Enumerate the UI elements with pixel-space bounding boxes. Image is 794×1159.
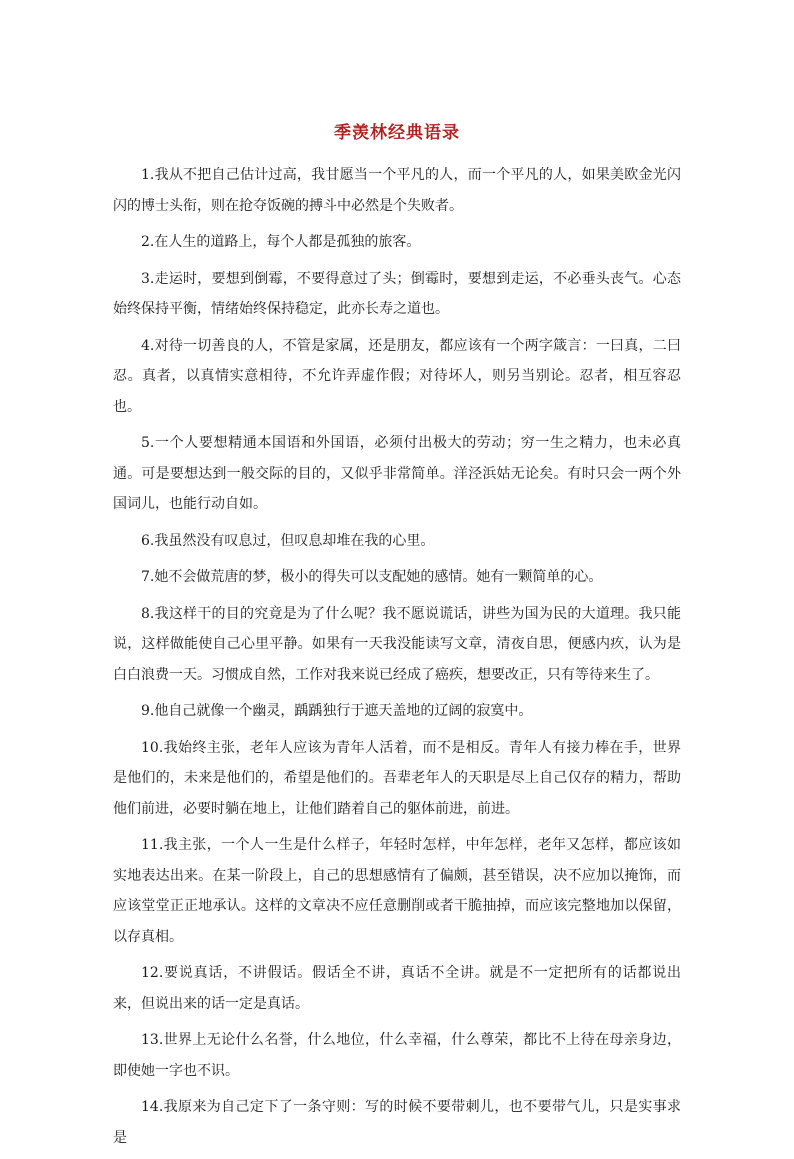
- quote-paragraph: 8.我这样干的目的究竟是为了什么呢？我不愿说谎话，讲些为国为民的大道理。我只能说，这样做能使自己心里平静。如果有一天我没能读写文章，清夜自思，便感内疚，认为是白白浪费一天。习惯成自然，工作对我来说已经成了癌疾，想要改正，只有等待来生了。: [113, 605, 681, 683]
- quote-paragraph: 14.我原来为自己定下了一条守则：写的时候不要带刺儿，也不要带气儿，只是实事求是: [113, 1099, 681, 1146]
- quote-paragraph: 12.要说真话，不讲假话。假话全不讲，真话不全讲。就是不一定把所有的话都说出来，但说出来的话一定是真话。: [113, 965, 681, 1012]
- quote-paragraph: 7.她不会做荒唐的梦，极小的得失可以支配她的感情。她有一颗简单的心。: [141, 569, 603, 585]
- quote-paragraph: 1.我从不把自己估计过高，我甘愿当一个平凡的人，而一个平凡的人，如果美欧金光闪闪的博士头衔，则在抢夺饭碗的搏斗中必然是个失败者。: [113, 167, 681, 214]
- quote-paragraph: 13.世界上无论什么名誉，什么地位，什么幸福，什么尊荣，都比不上待在母亲身边，即使她一字也不识。: [113, 1032, 681, 1079]
- quote-paragraph: 9.他自己就像一个幽灵，踽踽独行于遮天盖地的辽阔的寂寞中。: [141, 703, 533, 719]
- quote-paragraph: 11.我主张，一个人一生是什么样子，年轻时怎样，中年怎样，老年又怎样，都应该如实地表达出来。在某一阶段上，自己的思想感情有了偏颇，甚至错误，决不应加以掩饰，而应该堂堂正正地承认。这样的文章决不应任意删削或者干脆抽掉，而应该完整地加以保留，以存真相。: [113, 837, 681, 945]
- quote-paragraph: 4.对待一切善良的人，不管是家属，还是朋友，都应该有一个两字箴言：一曰真，二曰忍。真者，以真情实意相待，不允许弄虚作假；对待坏人，则另当别论。忍者，相互容忍也。: [113, 337, 681, 415]
- quote-paragraph: 10.我始终主张，老年人应该为青年人活着，而不是相反。青年人有接力棒在手，世界是他们的，未来是他们的，希望是他们的。吾辈老年人的天职是尽上自己仅存的精力，帮助他们前进，必要时躺在地上，让他们踏着自己的躯体前进，前进。: [113, 739, 681, 817]
- quote-paragraph: 5.一个人要想精通本国语和外国语，必须付出极大的劳动；穷一生之精力，也未必真通。可是要想达到一般交际的目的，又似乎非常简单。洋泾浜姑无论矣。有时只会一两个外国词儿，也能行动自如。: [113, 435, 681, 512]
- quote-paragraph: 3.走运时，要想到倒霉，不要得意过了头；倒霉时，要想到走运，不必垂头丧气。心态始终保持平衡，情绪始终保持稳定，此亦长寿之道也。: [113, 270, 681, 317]
- quote-paragraph: 6.我虽然没有叹息过，但叹息却堆在我的心里。: [141, 532, 435, 549]
- document-title: 季羡林经典语录: [334, 123, 460, 143]
- document-body: [113, 160, 681, 1159]
- quote-paragraph: 2.在人生的道路上，每个人都是孤独的旅客。: [141, 234, 421, 250]
